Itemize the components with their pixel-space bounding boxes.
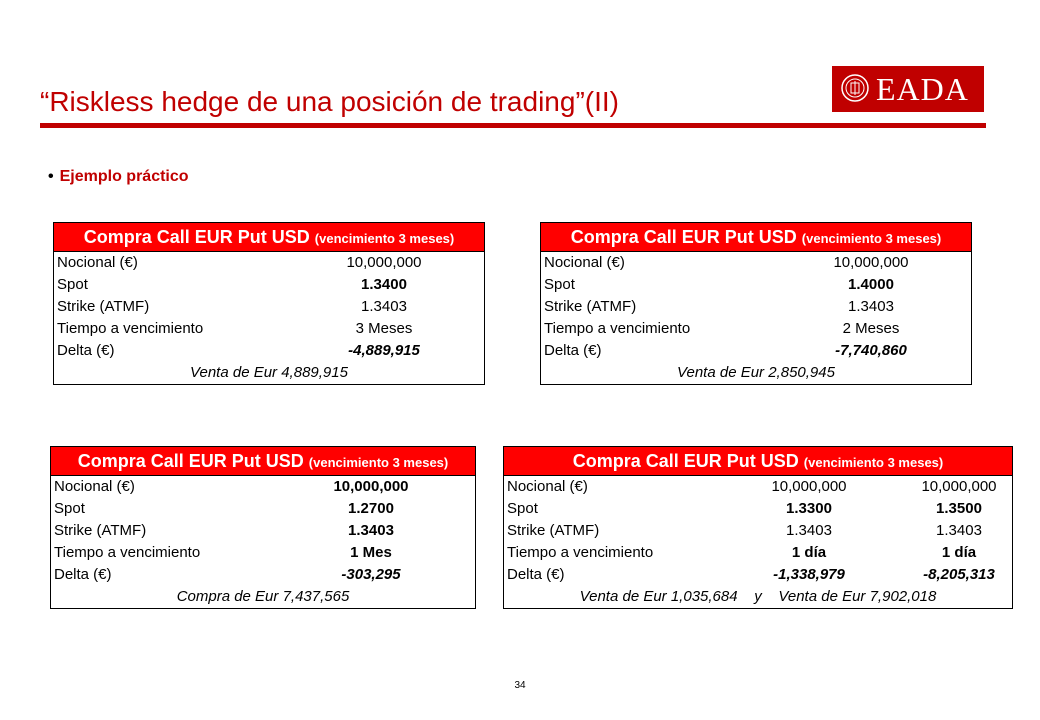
row-label: Strike (ATMF) [507, 522, 600, 539]
row-value: 10,000,000 [333, 478, 409, 495]
row-value: -1,338,979 [773, 566, 845, 583]
table-row [51, 476, 475, 498]
table-row [504, 564, 1012, 586]
header-main: Compra Call EUR Put USD [570, 227, 797, 247]
table-header [51, 447, 475, 476]
table-row [51, 520, 475, 542]
row-label: Strike (ATMF) [544, 298, 637, 315]
row-value: 1 Mes [350, 544, 392, 561]
row-value: 1.3300 [786, 500, 832, 517]
row-value: 1.3403 [786, 522, 832, 539]
row-label: Strike (ATMF) [57, 298, 150, 315]
row-value: 1 día [791, 544, 827, 561]
row-value-2: 1.3500 [936, 500, 982, 517]
table-row [504, 542, 1012, 564]
table-row [54, 274, 484, 296]
row-label: Spot [57, 276, 88, 293]
row-label: Spot [54, 500, 85, 517]
header-sub: (vencimiento 3 meses) [801, 231, 942, 246]
hedge-table-1 [53, 222, 485, 385]
row-label: Delta (€) [544, 342, 602, 359]
table-row [504, 520, 1012, 542]
row-label: Spot [507, 500, 538, 517]
table-footer: Venta de Eur 2,850,945 [677, 364, 835, 381]
row-label: Delta (€) [57, 342, 115, 359]
slide-title: “Riskless hedge de una posición de trading”(II) [40, 86, 619, 117]
row-value-2: 10,000,000 [921, 478, 997, 495]
table-header [541, 223, 971, 252]
header-sub: (vencimiento 3 meses) [803, 455, 944, 470]
header-main: Compra Call EUR Put USD [83, 227, 310, 247]
row-label: Tiempo a vencimiento [544, 320, 691, 337]
row-value-2: -8,205,313 [923, 566, 995, 583]
page-number: 34 [514, 680, 526, 691]
table-row [541, 340, 971, 362]
row-value: 10,000,000 [771, 478, 847, 495]
row-value: 1.3403 [848, 298, 894, 315]
header-main: Compra Call EUR Put USD [77, 451, 304, 471]
bullet-dot-icon: • [48, 168, 54, 185]
row-value: 1.3403 [361, 298, 407, 315]
table-row [541, 274, 971, 296]
row-label: Tiempo a vencimiento [507, 544, 654, 561]
row-value: -4,889,915 [348, 342, 420, 359]
row-value: -303,295 [341, 566, 401, 583]
row-label: Nocional (€) [544, 254, 625, 271]
table-row [504, 476, 1012, 498]
row-value: 1.2700 [348, 500, 394, 517]
row-label: Tiempo a vencimiento [57, 320, 204, 337]
row-value-2: 1 día [941, 544, 977, 561]
row-label: Nocional (€) [54, 478, 135, 495]
seal-icon [840, 73, 870, 103]
hedge-table-2 [540, 222, 972, 385]
row-label: Strike (ATMF) [54, 522, 147, 539]
bullet-item [48, 168, 189, 186]
table-row [504, 498, 1012, 520]
row-value: 10,000,000 [346, 254, 422, 271]
row-value: 1.3400 [361, 276, 407, 293]
table-header [504, 447, 1012, 476]
row-label: Delta (€) [54, 566, 112, 583]
table-row [51, 542, 475, 564]
row-label: Tiempo a vencimiento [54, 544, 201, 561]
table-row [51, 564, 475, 586]
header-sub: (vencimiento 3 meses) [308, 455, 449, 470]
table-row [54, 296, 484, 318]
table-row [54, 318, 484, 340]
row-label: Nocional (€) [507, 478, 588, 495]
table-footer: Venta de Eur 4,889,915 [190, 364, 348, 381]
logo-wordmark: EADA [876, 71, 969, 107]
hedge-table-3 [50, 446, 476, 609]
table-row [541, 296, 971, 318]
row-value: -7,740,860 [835, 342, 907, 359]
header-sub: (vencimiento 3 meses) [314, 231, 455, 246]
bullet-text: Ejemplo práctico [59, 168, 189, 185]
header-main: Compra Call EUR Put USD [572, 451, 799, 471]
row-value: 1.4000 [848, 276, 894, 293]
table-row [541, 318, 971, 340]
table-footer: Venta de Eur 1,035,684 y Venta de Eur 7,902,018 [579, 588, 937, 605]
eada-logo [832, 66, 984, 112]
table-row [51, 498, 475, 520]
title-underline [40, 123, 986, 128]
row-value: 3 Meses [355, 320, 413, 337]
hedge-table-4 [503, 446, 1013, 609]
table-row [541, 252, 971, 274]
row-label: Spot [544, 276, 575, 293]
table-footer: Compra de Eur 7,437,565 [176, 588, 350, 605]
row-value: 1.3403 [348, 522, 394, 539]
row-label: Nocional (€) [57, 254, 138, 271]
table-header [54, 223, 484, 252]
row-value: 2 Meses [842, 320, 900, 337]
row-label: Delta (€) [507, 566, 565, 583]
row-value: 10,000,000 [833, 254, 909, 271]
row-value-2: 1.3403 [936, 522, 982, 539]
table-row [54, 340, 484, 362]
table-row [54, 252, 484, 274]
